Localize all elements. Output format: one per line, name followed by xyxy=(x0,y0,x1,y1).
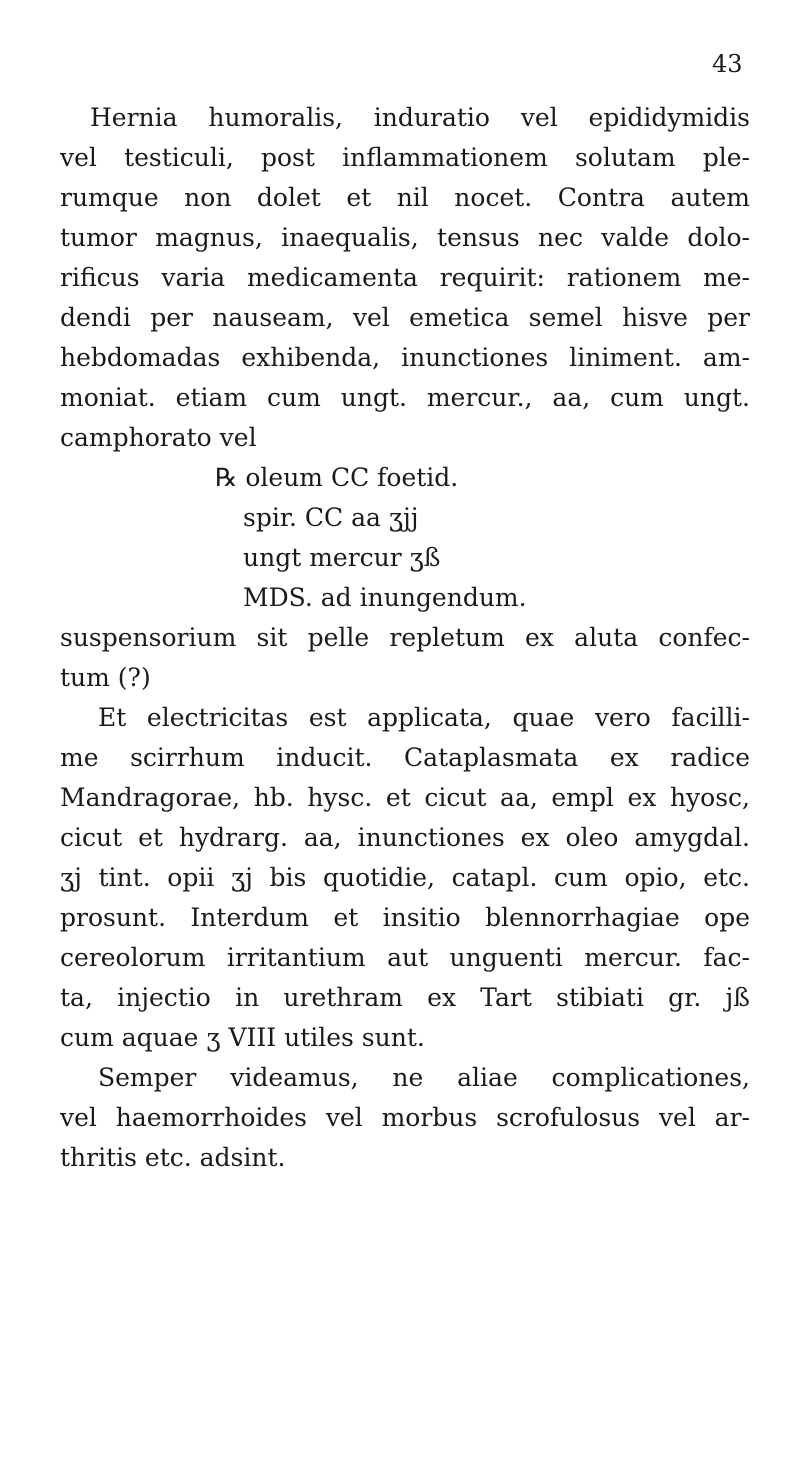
text-line: dendi per nauseam, vel emetica semel hisve per xyxy=(60,303,750,332)
text-line: ʒj tint. opii ʒj bis quotidie, catapl. cum opio, etc. xyxy=(60,863,750,892)
text-line: cum aquae ʒ VIII utiles sunt. xyxy=(60,1023,425,1052)
prescription-line: spir. CC aa ʒjj xyxy=(243,503,419,532)
body-text xyxy=(60,98,750,1178)
text-line: cicut et hydrarg. aa, inunctiones ex oleo amygdal. xyxy=(60,823,750,852)
text-line: prosunt. Interdum et insitio blennorrhagiae ope xyxy=(60,903,750,932)
text-line: vel haemorrhoides vel morbus scrofulosus vel ar- xyxy=(60,1103,750,1132)
text-line: moniat. etiam cum ungt. mercur., aa, cum ungt. xyxy=(60,383,750,412)
text-line: tum (?) xyxy=(60,663,151,692)
text-line: Mandragorae, hb. hysc. et cicut aa, empl ex hyosc, xyxy=(60,783,750,812)
text-line: me scirrhum inducit. Cataplasmata ex radice xyxy=(60,743,750,772)
text-line: hebdomadas exhibenda, inunctiones liniment. am- xyxy=(60,343,750,372)
text-line: cereolorum irritantium aut unguenti mercur. fac- xyxy=(60,943,750,972)
text-line: Et electricitas est applicata, quae vero facilli- xyxy=(98,703,750,732)
prescription-line: MDS. ad inungendum. xyxy=(243,583,527,612)
text-line: Hernia humoralis, induratio vel epididymidis xyxy=(90,103,750,132)
page-number: 43 xyxy=(712,50,743,78)
text-line: ta, injectio in urethram ex Tart stibiati gr. jß xyxy=(60,983,750,1012)
text-line: Semper videamus, ne aliae complicationes, xyxy=(98,1063,750,1092)
text-line: camphorato vel xyxy=(60,423,257,452)
prescription-line: ungt mercur ʒß xyxy=(243,543,441,572)
text-line: rumque non dolet et nil nocet. Contra autem xyxy=(60,183,750,212)
text-line: suspensorium sit pelle repletum ex aluta confec- xyxy=(60,623,750,652)
text-line: thritis etc. adsint. xyxy=(60,1143,286,1172)
text-line: tumor magnus, inaequalis, tensus nec valde dolo- xyxy=(60,223,750,252)
text-line: vel testiculi, post inflammationem solutam ple- xyxy=(60,143,750,172)
text-line: rificus varia medicamenta requirit: rationem me- xyxy=(60,263,750,292)
prescription-line: ℞ oleum CC foetid. xyxy=(215,463,459,492)
